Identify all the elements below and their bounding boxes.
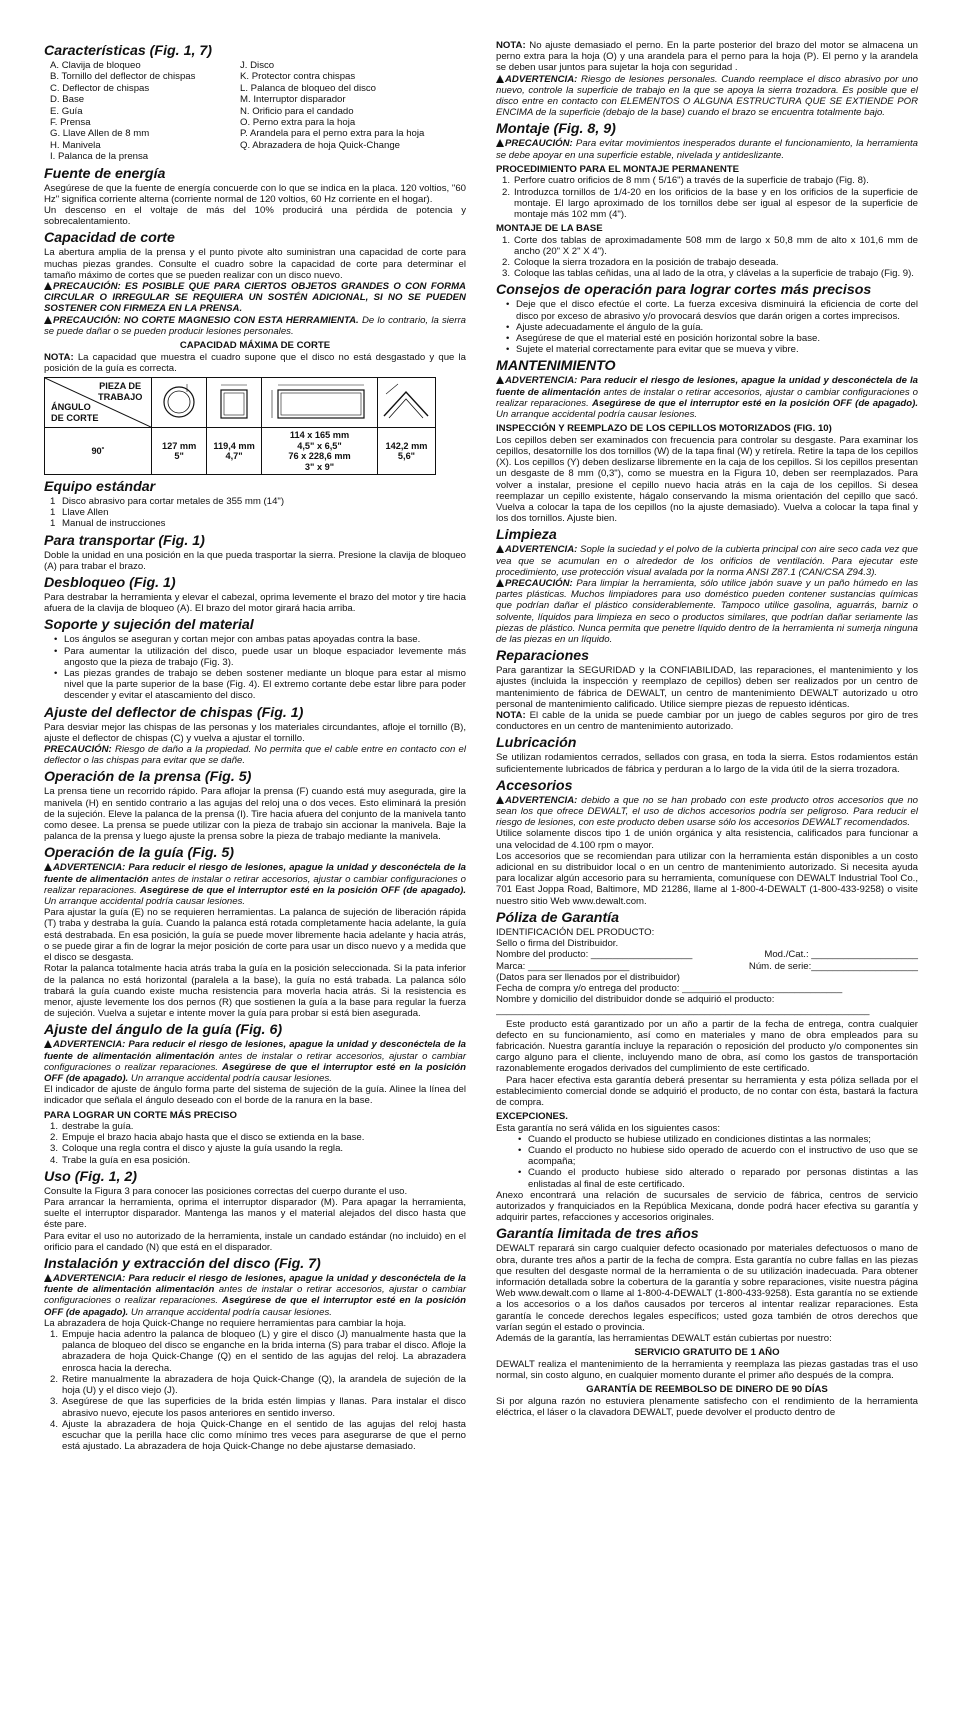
warning-triangle-icon <box>44 282 52 290</box>
rect-stock-icon <box>262 378 378 428</box>
warning-triangle-icon <box>44 1274 52 1282</box>
section-title-guia: Operación de la guía (Fig. 5) <box>44 845 234 862</box>
paragraph: Para garantizar la SEGURIDAD y la CONFIABILIDAD, las reparaciones, el mantenimiento y los ajustes (incluida la inspección y reemplazo de cepillos) deben ser realizados por un centro de mantenimiento de fábrica de DEWALT, un centro de mantenimiento DEWALT autorizado u otro personal de mantenimiento calificado. Utilice siempre piezas de repuesto idénticas. <box>496 665 918 710</box>
section-title-deflector: Ajuste del deflector de chispas (Fig. 1) <box>44 704 304 721</box>
list-item: • Las piezas grandes de trabajo se deben sostener mediante un bloque para estar al mismo nivel que la parte superior de la base (Fig. 4). El extremo cortante debe estar libre para poder descender y evitar el atascamiento del disco. <box>54 668 466 702</box>
list-item: • Cuando el producto hubiese sido alterado o reparado por personas distintas a las enlistadas al final de este certificado. <box>518 1167 918 1189</box>
subheading: PARA LOGRAR UN CORTE MÁS PRECISO <box>44 1109 237 1121</box>
subheading: SERVICIO GRATUITO DE 1 AÑO <box>634 1347 780 1359</box>
feature-q: Q. Abrazadera de hoja Quick-Change <box>240 139 400 151</box>
subheading: GARANTÍA DE REEMBOLSO DE DINERO DE 90 DÍAS <box>586 1384 828 1396</box>
section-title-limpieza: Limpieza <box>496 527 557 544</box>
paragraph: DEWALT realiza el mantenimiento de la herramienta y reemplaza las piezas gastadas tras el uso normal, sin costo alguno, en cualquier momento durante el primer año después de la compra. <box>496 1358 918 1381</box>
subheading: EXCEPCIONES. <box>496 1111 568 1123</box>
paragraph: Los accesorios que se recomiendan para utilizar con la herramienta están disponibles a un costo adicional en su distribuidor local o en un centro de mantenimiento autorizado. Si necesita ayuda para localizar algún accesorio para su herramienta, comuníquese con DEWALT Industrial Tool Co., 701 East Joppa Road, Baltimore, MD 21286, llame al 1-800-4-DEWALT (1-800-433-9258) o visite nuestro sitio Web www.dewalt.com. <box>496 850 918 907</box>
warning-note: ADVERTENCIA: Riesgo de lesiones personales. Cuando reemplace el disco abrasivo por uno nuevo, controle la superficie de trabajo en la que se apoya la sierra trozadora. Es posible que el disco entre en contacto con ELEMENTOS O ALGUNA ESTRUCTURA QUE SE EXTIENDE POR ENCIMA de la superficie (debajo de la base) cuando el brazo se encuentra totalmente bajo. <box>496 73 918 119</box>
warning-triangle-icon <box>44 316 52 324</box>
paragraph: Consulte la Figura 3 para conocer las posiciones correctas del cuerpo durante el uso. <box>44 1185 408 1197</box>
warning-note: ADVERTENCIA: debido a que no se han probado con este producto otros accesorios que no sean los que ofrece DEWALT, el uso de dichos accesorios podría ser peligroso. Para reducir el riesgo de lesiones, con este producto deben usarse sólo los accesorios DEWALT recomendados. <box>496 794 918 829</box>
section-title-consejos: Consejos de operación para lograr cortes más precisos <box>496 282 872 299</box>
section-title-instalacion: Instalación y extracción del disco (Fig. 7) <box>44 1256 321 1273</box>
brand-field[interactable]: Marca: ___________________ <box>496 960 630 972</box>
list-item: • Asegúrese de que el material esté en posición horizontal sobre la base. <box>506 333 918 344</box>
list-item: 1. Corte dos tablas de aproximadamente 508 mm de largo x 50,8 mm de alto x 101,6 mm de ancho (20" X 2" X 4"). <box>502 234 918 257</box>
list-item: • Los ángulos se aseguran y cortan mejor con ambas patas apoyadas contra la base. <box>54 634 466 645</box>
list-item: • Para aumentar la utilización del disco, puede usar un bloque espaciador levemente más angosto que la pieza de trabajo (Fig. 3). <box>54 646 466 668</box>
subheading: MONTAJE DE LA BASE <box>496 223 603 235</box>
section-title-transportar: Para transportar (Fig. 1) <box>44 532 205 549</box>
paragraph: Doble la unidad en una posición en la que pueda trasportar la sierra. Presione la clavija de bloqueo (A) para trabar el brazo. <box>44 549 466 572</box>
list-item: • Cuando el producto se hubiese utilizado en condiciones distintas a las normales; <box>518 1134 918 1145</box>
support-list <box>44 634 466 701</box>
section-title-garantia: Garantía limitada de tres años <box>496 1226 699 1243</box>
section-title-reparaciones: Reparaciones <box>496 648 590 665</box>
section-title-montaje: Montaje (Fig. 8, 9) <box>496 121 616 138</box>
paragraph: El indicador de ajuste de ángulo forma parte del sistema de sujeción de la guía. Alinee la línea del indicador que señala el ángulo deseado con el borde de la ranura en la base. <box>44 1084 466 1107</box>
caution-note: PRECAUCIÓN: Para limpiar la herramienta, sólo utilice jabón suave y un paño húmedo en las partes plásticas. Muchos limpiadores para uso doméstico pueden contener sustancias químicas que podrían dañar el plástico considerablemente. Tampoco utilice gasolina, aguarrás, barniz o solvente, líquidos para limpieza en seco o productos similares, que podrían dañar seriamente las piezas de plástico. Nunca permita que penetre líquido dentro de la herramienta ni sumerja ninguna de las piezas en un líquido. <box>496 578 918 646</box>
paragraph: Utilice solamente discos tipo 1 de unión orgánica y alta resistencia, calificados para funcionar a una velocidad de 4.100 rpm o mayor. <box>496 828 918 851</box>
paragraph: Para ajustar la guía (E) no se requieren herramientas. La palanca de sujeción de liberación rápida (T) traba y destraba la guía. Cuando la palanca está rotada completamente hacia adelante, la guía está destrabada. En esa posición, la guía se puede mover libremente hacia adelante y hacia atrás, o se puede girar a fin de lograr la mejor posición de corte para usar un disco nuevo y a medida que el disco se desgasta. <box>44 907 466 964</box>
angle-header: ÁNGULO DE CORTE <box>51 402 99 423</box>
feature-n: N. Orificio para el candado <box>240 105 354 117</box>
distributor-field[interactable]: ______________________________________________________________________ <box>496 1005 870 1017</box>
feature-k: K. Protector contra chispas <box>240 71 356 83</box>
section-title-poliza: Póliza de Garantía <box>496 909 619 926</box>
list-item: 1. Empuje hacia adentro la palanca de bloqueo (L) y gire el disco (J) manualmente hasta que la palanca de bloqueo del disco se enganche en la brida interna (S) para trabar el disco. Afloje la abrazadera de hoja Quick-Change (Q) en el sentido de las agujas del reloj. La abrazadera enrosca hacia la derecha. <box>50 1329 466 1374</box>
list-item: 4. Ajuste la abrazadera de hoja Quick-Change en el sentido de las agujas del reloj hasta escuchar que la perilla hace clic como mínimo tres veces para asegurarse de que el perno está ajustado. La abrazadera de hoja Quick-Change no debe ajustarse demasiado. <box>50 1418 466 1453</box>
paragraph: DEWALT reparará sin cargo cualquier defecto ocasionado por materiales defectuosos o mano de obra, durante tres años a partir de la fecha de compra. Esta garantía no cubre fallas en las piezas que resulten del desgaste normal de la herramienta o de su utilización inadecuada. Para obtener información detallada sobre la cobertura de la garantía y sobre reparaciones, visite nuestra página Web www.dewalt.com o llame al 1-800-4-DEWALT (1-800-433-9258). Esta garantía no se extiende a los accesorios o a los daños causados por terceros al intentar realizar reparaciones. Esta garantía le concede derechos legales específicos; usted goza también de otros derechos que varían según el estado o provincia. <box>496 1243 918 1333</box>
paragraph: La prensa tiene un recorrido rápido. Para aflojar la prensa (F) cuando está muy asegurada, gire la manivela (H) en sentido contrario a las agujas del reloj una o dos veces. Esto eliminará la presión de la sujeción. Eleve la palanca de la prensa (I). Tire hacia afuera del conjunto de la manivela tanto como desee. La prensa se puede utilizar con la pieza de trabajo sin accionar la manivela. Baje la palanca de la prensa y luego ajuste la prensa sobre la pieza de trabajo mediante la manivela. <box>44 786 466 843</box>
warning-triangle-icon <box>496 75 504 83</box>
feature-h: H. Manivela <box>50 139 101 151</box>
feature-g: G. Llave Allen de 8 mm <box>50 128 150 140</box>
list-item: 1. Perfore cuatro orificios de 8 mm ( 5/16") a través de la superficie de trabajo (Fig. 8). <box>502 175 869 187</box>
list-item: 2. Coloque la sierra trozadora en la posición de trabajo deseada. <box>502 257 779 269</box>
paragraph: Para destrabar la herramienta y elevar el cabezal, oprima levemente el brazo del motor y tire hacia afuera de la clavija de bloqueo (A). El brazo del motor girará hacia arriba. <box>44 592 466 615</box>
warning-triangle-icon <box>496 796 504 804</box>
section-title-equipo: Equipo estándar <box>44 479 156 495</box>
paragraph: Para hacer efectiva esta garantía deberá presentar su herramienta y esta póliza sellada por el establecimiento comercial donde se adquirió el producto, de no contar con ésta, bastará la factura de compra. <box>496 1074 918 1108</box>
caution-note: PRECAUCIÓN: ES POSIBLE QUE PARA CIERTOS OBJETOS GRANDES O CON FORMA CIRCULAR O IRREGULAR SE REQUIERA UN SOSTÉN ADICIONAL, SI NO SE PUEDEN SOSTENER CON FIRMEZA EN LA PRENSA. <box>44 281 466 315</box>
paragraph: Para desviar mejor las chispas de las personas y los materiales circundantes, afloje el tornillo (B), ajuste el deflector de chispas (C) y vuelva a ajustar el tornillo. <box>44 721 466 744</box>
list-item: 2. Introduzca tornillos de 1/4-20 en los orificios de la base y en los orificios de la superficie de montaje. El largo aproximado de los tornillos debe ser igual al espesor de la superficie de montaje más 102 mm (4"). <box>502 186 918 220</box>
note: NOTA: La capacidad que muestra el cuadro supone que el disco no está desgastado y que la posición de la guía es correcta. <box>44 351 466 374</box>
list-item: 1 Manual de instrucciones <box>50 518 166 530</box>
capacity-cell: 142,2 mm 5,6" <box>377 428 435 475</box>
feature-p: P. Arandela para el perno extra para la hoja <box>240 128 425 140</box>
list-item: 3. Asegúrese de que las superficies de la brida estén limpias y llanas. Para instalar el disco abrasivo nuevo, ejecute los pasos anteriores en sentido inverso. <box>50 1396 466 1419</box>
features-list <box>44 60 466 163</box>
section-title-caracteristicas: Características (Fig. 1, 7) <box>44 43 212 59</box>
warranty-form: IDENTIFICACIÓN DEL PRODUCTO: Sello o firma del Distribuidor. Nombre del producto: ___________________ Mod./Cat.: ____________________ Marca: ___________________ Núm. de serie:____________________ (Datos para ser llenados por el distribuidor) Fecha de compra y/o entrega del producto: ______________________________ Nombre y domicilio del distribuidor donde se adquirió el producto: ______________________________________________________________________ <box>496 926 918 1017</box>
list-item: 1 Llave Allen <box>50 507 109 519</box>
right-column <box>496 40 918 1418</box>
warning-triangle-icon <box>496 139 504 147</box>
note: NOTA: El cable de la unida se puede cambiar por un juego de cables seguros por giro de tres conductores en un centro de mantenimiento autorizado. <box>496 710 918 733</box>
feature-b: B. Tornillo del deflector de chispas <box>50 71 196 83</box>
section-title-uso: Uso (Fig. 1, 2) <box>44 1168 138 1185</box>
list-item: 3. Coloque las tablas ceñidas, una al lado de la otra, y clávelas a la superficie de trabajo (Fig. 9). <box>502 268 914 280</box>
warning-note: ADVERTENCIA: Para reducir el riesgo de lesiones, apague la unidad y desconéctela de la fuente de alimentación alimentación antes de instalar o retirar accesorios, ajustar o cambiar configuraciones o realizar reparaciones. Asegúrese de que el interruptor esté en la posición OFF (de apagado). Un arranque accidental podría causar lesiones. <box>44 1273 467 1318</box>
paragraph: Anexo encontrará una relación de sucursales de servicio de fábrica, centros de servicio autorizados y franquiciados en la República Mexicana, donde podrá hacer efectiva su garantía y adquirir partes, refacciones y accesorios originales. <box>496 1189 918 1224</box>
list-item: 3. Coloque una regla contra el disco y ajuste la guía usando la regla. <box>50 1143 344 1155</box>
list-item: 1 Disco abrasivo para cortar metales de 355 mm (14") <box>50 496 285 507</box>
list-item: • Cuando el producto no hubiese sido operado de acuerdo con el instructivo de uso que se acompaña; <box>518 1145 918 1167</box>
section-title-prensa: Operación de la prensa (Fig. 5) <box>44 769 252 786</box>
workpiece-header: PIEZA DE TRABAJO <box>97 381 143 402</box>
table-header-cell <box>45 378 152 428</box>
warning-note: ADVERTENCIA: Sople la suciedad y el polvo de la cubierta principal con aire seco cada vez que vea que se acumulan en o alrededor de los orificios de ventilación. Para ejecutar este procedimiento, use protección visual avalada por la norma ANSI Z87.1 (CAN/CSA Z94.3). <box>496 544 918 578</box>
list-item: 2. Retire manualmente la abrazadera de hoja Quick-Change (Q), la arandela de sujeción de la hoja (U) y el disco viejo (J). <box>50 1373 466 1397</box>
warning-note: ADVERTENCIA: Para reducir el riesgo de lesiones, apague la unidad y desconéctela de la fuente de alimentación antes de instalar o retirar accesorios, ajustar o cambiar configuraciones o realizar reparaciones. Asegúrese de que el interruptor esté en la posición OFF (de apagado). Un arranque accidental podría causar lesiones. <box>44 862 466 908</box>
section-title-capacidad: Capacidad de corte <box>44 230 175 247</box>
caution-note: PRECAUCIÓN: Riesgo de daño a la propiedad. No permita que el cable entre en contacto con el deflector o las chispas para evitar que se dañe. <box>44 744 466 767</box>
feature-f: F. Prensa <box>50 117 91 129</box>
paragraph: Para arrancar la herramienta, oprima el interruptor disparador (M). Para apagar la herramienta, suelte el interruptor disparador. Mantenga las manos y el material alejados del disco hasta que éste pare. <box>44 1197 466 1231</box>
note: NOTA: No ajuste demasiado el perno. En la parte posterior del brazo del motor se almacena un perno extra para la hoja (O) y una arandela para el perno para la hoja (P). El perno y la arandela se deben usar juntos para sujetar la hoja con seguridad . <box>496 40 918 74</box>
list-item: 4. Trabe la guía en esa posición. <box>50 1154 191 1166</box>
section-title-lubricacion: Lubricación <box>496 735 577 752</box>
feature-c: C. Deflector de chispas <box>50 82 150 94</box>
steps-list <box>44 1121 466 1166</box>
list-item: 2. Empuje el brazo hacia abajo hasta que el disco se extienda en la base. <box>50 1132 365 1144</box>
purchase-date-field[interactable]: Fecha de compra y/o entrega del producto: ______________________________ <box>496 982 843 994</box>
subheading: INSPECCIÓN Y REEMPLAZO DE LOS CEPILLOS MOTORIZADOS (FIG. 10) <box>496 423 832 435</box>
warning-note: ADVERTENCIA: Para reducir el riesgo de lesiones, apague la unidad y desconéctela de la fuente de alimentación antes de instalar o retirar accesorios, ajustar o cambiar configuraciones o realizar reparaciones. Asegúrese de que el interruptor esté en la posición OFF (de apagado). Un arranque accidental podría causar lesiones. <box>496 375 918 421</box>
list-item: 1. destrabe la guía. <box>50 1121 134 1133</box>
square-stock-icon <box>207 378 262 428</box>
paragraph: Para evitar el uso no autorizado de la herramienta, instale un candado estándar (no incluido) en el orificio para el candado (N) que está en el disparador. <box>44 1230 466 1253</box>
cutting-capacity-table <box>44 377 436 475</box>
capacity-cell: 127 mm 5" <box>152 428 207 475</box>
tips-list <box>496 299 918 355</box>
paragraph: La abertura amplia de la prensa y el punto pivote alto suministran una capacidad de corte para muchas piezas grandes. Consulte el cuadro sobre la capacidad de corte para determinar el tamaño máximo de cortes que se pueden realizar con un disco nuevo. <box>44 247 466 281</box>
warning-triangle-icon <box>496 376 504 384</box>
feature-o: O. Perno extra para la hoja <box>240 117 356 129</box>
feature-m: M. Interruptor disparador <box>240 94 346 106</box>
paragraph: Se utilizan rodamientos cerrados, sellados con grasa, en toda la sierra. Estos rodamientos están suficientemente lubricados de fábrica y perduran a lo largo de la vida útil de la sierra trozadora. <box>496 752 918 775</box>
list-item: • Ajuste adecuadamente el ángulo de la guía. <box>506 322 918 333</box>
paragraph: Si por alguna razón no estuviera plenamente satisfecho con el rendimiento de la herramienta eléctrica, el láser o la clavadora DEWALT, puede devolver el producto dentro de <box>496 1395 918 1418</box>
product-name-field[interactable]: Nombre del producto: ___________________ <box>496 949 693 961</box>
steps-list <box>44 1329 466 1452</box>
paragraph: Asegúrese de que la fuente de energía concuerde con lo que se indica en la placa. 120 voltios, "60 Hz" significa corriente alterna (corriente normal de 120 voltios, 60 Hz corriente en el hogar). <box>44 182 466 205</box>
feature-a: A. Clavija de bloqueo <box>50 60 141 71</box>
feature-l: L. Palanca de bloqueo del disco <box>240 82 377 94</box>
list-item: • Sujete el material correctamente para evitar que se mueva y vibre. <box>506 344 918 355</box>
capacity-cell: 119,4 mm 4,7" <box>207 428 262 475</box>
paragraph: Además de la garantía, las herramientas DEWALT están cubiertas por nuestro: <box>496 1333 832 1345</box>
list-item: • Deje que el disco efectúe el corte. La fuerza excesiva disminuirá la eficiencia de corte del disco por exceso de abrasivo y/o provocará desvíos que darán origen a cortes imprecisos. <box>506 299 918 321</box>
section-title-angulo: Ajuste del ángulo de la guía (Fig. 6) <box>44 1022 283 1039</box>
left-column <box>44 40 466 1452</box>
feature-d: D. Base <box>50 94 85 106</box>
round-stock-icon <box>152 378 207 428</box>
caution-note: PRECAUCIÓN: NO CORTE MAGNESIO CON ESTA HERRAMIENTA. De lo contrario, la sierra se puede dañar o se pueden producir lesiones personales. <box>44 314 466 337</box>
steps-list <box>496 175 918 220</box>
capacity-cell: 114 x 165 mm 4,5" x 6,5" 76 x 228,6 mm 3" x 9" <box>262 428 378 475</box>
paragraph: Rotar la palanca totalmente hacia atrás traba la guía en la posición seleccionada. Si la pata inferior de la palanca no está horizontal (paralela a la base), la guía no está trabada. La palanca sólo trabará la guía cuando existe mucha resistencia para moverla hacia atrás. Si la resistencia es menor, ajuste levemente los dos pernos (R) que sostienen la guía a la base para regular la fuerza de sujeción. Vuelva a sujetar e intente mover la guía para probar si está bien asegurada. <box>44 963 466 1020</box>
angle-value: 90˚ <box>45 428 152 475</box>
equipment-list <box>44 496 466 530</box>
section-title-mantenimiento: MANTENIMIENTO <box>496 358 616 375</box>
section-title-desbloqueo: Desbloqueo (Fig. 1) <box>44 575 176 592</box>
paragraph: Los cepillos deben ser examinados con frecuencia para controlar su desgaste. Para examinar los cepillos, desatornille los dos tornillos (W) de la tapa final (W) y retírela. Retire la tapa de los cepillos (X). Los cepillos (Y) deben deslizarse libremente en la caja de los cepillos. Si los cepillos presentan un desgaste de 8 mm (0,3"), como se muestra en la Figura 10, deben ser reemplazados. Para volver a instalar, presione el cepillo nuevo hacia atrás en la caja de los cepillos. Si desea reemplazar un cepillo existente, hágalo conservando la misma orientación del cepillo que sacó. Vuelva a colocar la tapa de los cepillos (no la ajuste demasiado). Vuelva a colocar la tapa final y los dos tornillos. Ajuste bien. <box>496 434 918 525</box>
paragraph: Este producto está garantizado por un año a partir de la fecha de entrega, contra cualquier defecto en su funcionamiento, así como en materiales y mano de obra empleados para su fabricación. Nuestra garantía incluye la reparación o reposición del producto y/o componentes sin cargo alguno para el cliente, incluyendo mano de obra, así como los gastos de transportación razonablemente erogados derivados del cumplimiento de este certificado. <box>496 1018 918 1075</box>
warning-triangle-icon <box>44 1040 52 1048</box>
paragraph: Esta garantía no será válida en los siguientes casos: <box>496 1122 720 1134</box>
model-field[interactable]: Mod./Cat.: ____________________ <box>764 949 918 961</box>
angle-stock-icon <box>377 378 435 428</box>
caution-note: PRECAUCIÓN: Para evitar movimientos inesperados durante el funcionamiento, la herramienta se debe apoyar en una superficie estable, nivelada y antideslizante. <box>496 138 918 161</box>
warning-triangle-icon <box>496 579 504 587</box>
feature-j: J. Disco <box>240 60 275 71</box>
feature-empty <box>240 151 472 162</box>
exceptions-list <box>496 1134 918 1190</box>
table-title: CAPACIDAD MÁXIMA DE CORTE <box>179 340 331 352</box>
warning-triangle-icon <box>44 863 52 871</box>
warning-triangle-icon <box>496 545 504 553</box>
paragraph: La abrazadera de hoja Quick-Change no requiere herramientas para cambiar la hoja. <box>44 1317 407 1329</box>
subheading: PROCEDIMIENTO PARA EL MONTAJE PERMANENTE <box>496 163 740 175</box>
feature-i: I. Palanca de la prensa <box>50 151 149 163</box>
section-title-fuente: Fuente de energía <box>44 165 166 182</box>
feature-e: E. Guía <box>50 105 83 117</box>
paragraph: Un descenso en el voltaje de más del 10% producirá una pérdida de potencia y sobrecalentamiento. <box>44 205 466 228</box>
warning-note: ADVERTENCIA: Para reducir el riesgo de lesiones, apague la unidad y desconéctela de la fuente de alimentación alimentación antes de instalar o retirar accesorios, ajustar o cambiar configuraciones o realizar reparaciones. Asegúrese de que el interruptor esté en la posición OFF (de apagado). Un arranque accidental podría causar lesiones. <box>44 1039 467 1084</box>
steps-list <box>496 235 918 280</box>
serial-field[interactable]: Núm. de serie:____________________ <box>748 960 918 972</box>
section-title-accesorios: Accesorios <box>496 777 573 794</box>
section-title-soporte: Soporte y sujeción del material <box>44 617 254 634</box>
